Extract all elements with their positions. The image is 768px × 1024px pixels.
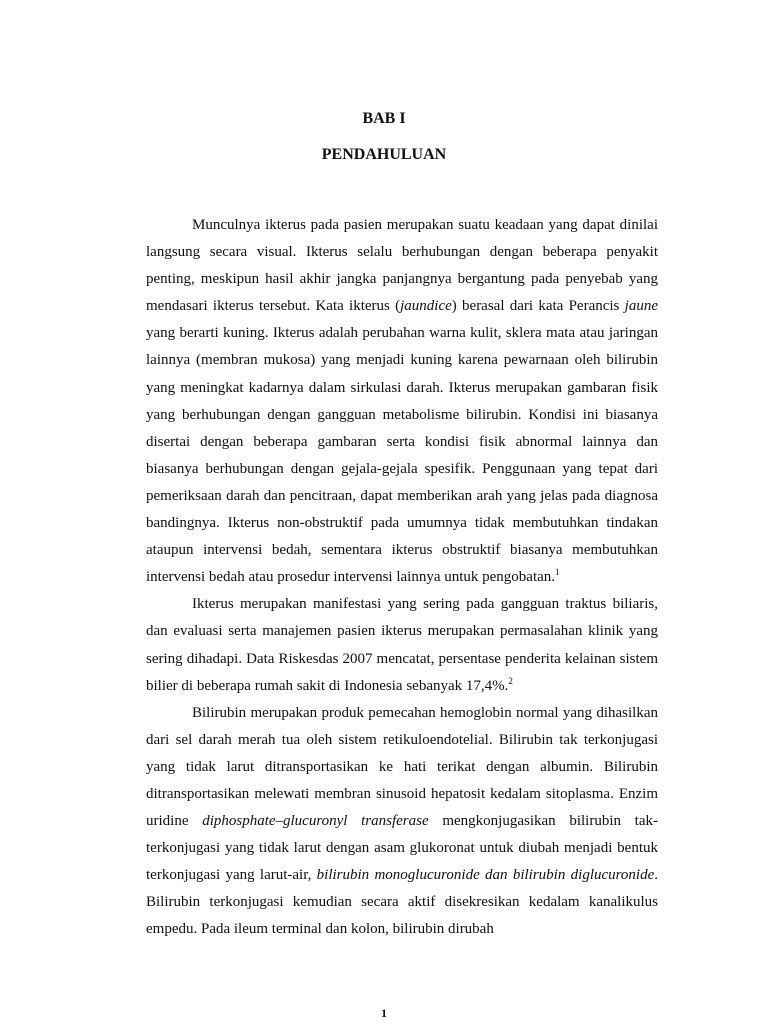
paragraph-3 — [146, 700, 658, 944]
paragraph-1 — [146, 212, 658, 591]
chapter-title: PENDAHULUAN — [321, 146, 447, 163]
text-run: mengkonjugasikan bilirubin tak-terkonjugasi yang tidak larut dengan asam glukoronat untuk diubah menjadi bentuk terkonjugasi yang larut-air, — [146, 813, 658, 884]
text-run: yang berarti kuning. Ikterus adalah perubahan warna kulit, sklera mata atau jaringan lainnya (membran mukosa) yang menjadi kuning karena pewarnaan oleh bilirubin yang meningkat kadarnya dalam sirkulasi darah. Ikterus merupakan gambaran fisik yang berhubungan dengan gangguan metabolisme bilirubin. Kondisi ini biasanya disertai dengan beberapa gambaran serta kondisi fisik abnormal lainnya dan biasanya berhubungan dengan gejala-gejala spesifik. Penggunaan yang tepat dari pemeriksaan darah dan pencitraan, dapat memberikan arah yang jelas pada diagnosa bandingnya. Ikterus non-obstruktif pada umumnya tidak membutuhkan tindakan ataupun intervensi bedah, sementara ikterus obstruktif biasanya membutuhkan intervensi bedah atau prosedur intervensi lainnya untuk pengobatan. — [146, 325, 658, 586]
italic-term: jaundice — [400, 298, 452, 315]
text-run: ) berasal dari kata Perancis — [451, 298, 625, 315]
body-text — [146, 212, 658, 944]
italic-term: bilirubin monoglucuronide dan bilirubin diglucuronide — [316, 867, 655, 884]
text-run: Bilirubin merupakan produk pemecahan hemoglobin normal yang dihasilkan dari sel darah merah tua oleh sistem retikuloendotelial. Bilirubin tak terkonjugasi yang tidak larut ditransportasikan ke hati terikat dengan albumin. Bilirubin ditransportasikan melewati membran sinusoid hepatosit kedalam sitoplasma. Enzim uridine — [146, 704, 658, 830]
chapter-number: BAB I — [362, 110, 406, 127]
paragraph-2 — [146, 591, 658, 699]
italic-term: diphosphate–glucuronyl transferase — [202, 813, 429, 830]
text-run: Munculnya ikterus pada pasien merupakan suatu keadaan yang dapat dinilai langsung secara visual. Ikterus selalu berhubungan dengan beberapa penyakit penting, meskipun hasil akhir jangka panjangnya bergantung pada penyebab yang mendasari ikterus tersebut. Kata ikterus ( — [146, 217, 658, 315]
footnote-ref: 2 — [508, 675, 513, 686]
italic-term: jaune — [624, 298, 658, 315]
text-run: . Bilirubin terkonjugasi kemudian secara aktif disekresikan kedalam kanalikulus empedu. Pada ileum terminal dan kolon, bilirubin dirubah — [146, 867, 658, 938]
page-number: 1 — [381, 1006, 387, 1020]
text-run: Ikterus merupakan manifestasi yang sering pada gangguan traktus biliaris, dan evaluasi serta manajemen pasien ikterus merupakan permasalahan klinik yang sering dihadapi. Data Riskesdas 2007 mencatat, persentase penderita kelainan sistem bilier di beberapa rumah sakit di Indonesia sebanyak 17,4%. — [146, 596, 658, 694]
footnote-ref: 1 — [555, 567, 560, 578]
